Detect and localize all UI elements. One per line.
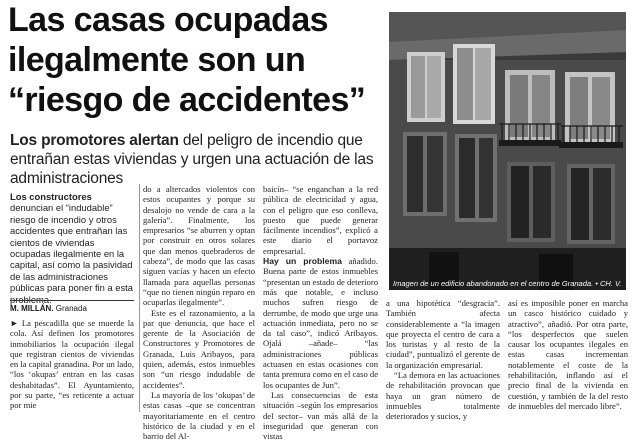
byline-place: Granada bbox=[53, 304, 87, 313]
article-summary bbox=[10, 191, 134, 305]
byline-author: M. MILLÁN. bbox=[10, 304, 54, 313]
headline-line-2: ilegalmente son un bbox=[8, 41, 306, 79]
building-illustration bbox=[389, 12, 626, 290]
article-column-4 bbox=[386, 298, 500, 422]
summary-lead: Los constructores bbox=[10, 191, 92, 202]
byline bbox=[10, 304, 134, 313]
column-5-paragraph: así es imposible poner en marcha un casco histórico cuidado y atractivo”, añadió. Por otra parte, “los desperfectos que suelen causar los ocupantes ilegales en estas casas incrementan notablemente el coste de la rehabilitación, inflando así el precio final de la vivienda en cuestión, y también de la del resto de inmuebles del mercado libre”. bbox=[508, 298, 628, 411]
column-4-paragraph-1: a una hipotética “desgracia”. También afecta considerablemente a “la imagen que proyecta el centro de cara a los turistas y al resto de la ciudad”, puntualizó el gerente de la organización empresarial. bbox=[386, 298, 500, 370]
summary-text: denuncian el “indudable” riesgo de incendio y otros accidentes que entrañan las cientos de viviendas ocupadas ilegalmente en la capital, así como la pasividad de las administraciones públicas para poner fin a esta problema. bbox=[10, 202, 133, 305]
article-column-3 bbox=[263, 184, 378, 441]
column-3-paragraph-3: Las consecuencias de esta situación –según los empresarios del sector– van más allá de la inseguridad que generan con vistas bbox=[263, 389, 378, 441]
article-column-1 bbox=[10, 318, 134, 411]
column-3-paragraph-2: añadido. Buena parte de estos inmuebles “presentan un estado de deterioro más que notable, e incluso muchos sufren riesgo de derrumbe, de modo que urge una actuación inmediata, pero no se da tal caso”, indicó Aribayos. Ojalá –añade– “las administraciones públicas actuasen en estas ocasiones con tanta premura como en el caso de los ocupantes de Jun”. bbox=[263, 256, 379, 390]
column-2-paragraph-1: do a altercados violentos con estos ocupantes y porque su desalojo no vende de cara a la galería”. Finalmente, los empresarios “se aburren y optan por construir en otros solares que dan menos quebraderos de cabeza”, de modo que las casas siguen vacías y hacen un efecto llamada para aquellas personas “que no tienen ningún reparo en ocuparlas ilegalmente”. bbox=[143, 184, 255, 308]
column-3-paragraph-1: baicín– “se enganchan a la red pública de electricidad y agua, con el peligro que eso conlleva, puesto que puede generar fácilmente incendios”, explicó a este diario el portavoz empresarial. bbox=[263, 184, 378, 256]
subheadline-text: del peligro de incendio que entrañan estas viviendas y urgen una actuación de las administraciones bbox=[10, 132, 374, 187]
headline-line-3: “riesgo de accidentes” bbox=[8, 81, 366, 119]
subheadline bbox=[10, 131, 390, 188]
column-1-paragraph: ► La pescadilla que se muerde la cola. Así definen los promotores inmobiliarios la ocupación ilegal que registran cientos de viviendas en la capital granadina. Por un lado, “los ‘okupas’ entran en las casas deshabitadas”. El Ayuntamiento, por su parte, “es reticente a actuar por mie bbox=[10, 318, 134, 411]
headline bbox=[8, 0, 380, 120]
column-2-paragraph-3: La mayoría de los ‘okupas’ de estas casas –que se concentran mayoritariamente en el centro histórico de la ciudad y en el barrio del Al- bbox=[143, 389, 255, 441]
article-column-5 bbox=[508, 298, 628, 411]
column-2-paragraph-2: Este es el razonamiento, a la par que denuncia, que hace el gerente de la Asociación de Constructores y Promotores de Granada, Luis Aribayos, para quien, además, estos inmuebles son “un riesgo indudable de accidentes”. bbox=[143, 307, 255, 390]
column-4-paragraph-2: “La demora en las actuaciones de rehabilitación provocan que haya un gran número de inmuebles totalmente deteriorados y sucios, y bbox=[386, 370, 500, 422]
summary-divider bbox=[10, 300, 134, 301]
headline-line-1: Las casas ocupadas bbox=[8, 1, 328, 39]
column-divider bbox=[139, 184, 140, 412]
column-3-subheading: Hay un problema bbox=[263, 256, 342, 267]
photo-caption: Imagen de un edificio abandonado en el centro de Granada. • CH. V. bbox=[393, 279, 622, 288]
article-column-2 bbox=[143, 184, 255, 441]
building-photo bbox=[389, 12, 626, 290]
subheadline-lead: Los promotores alertan bbox=[10, 132, 179, 149]
